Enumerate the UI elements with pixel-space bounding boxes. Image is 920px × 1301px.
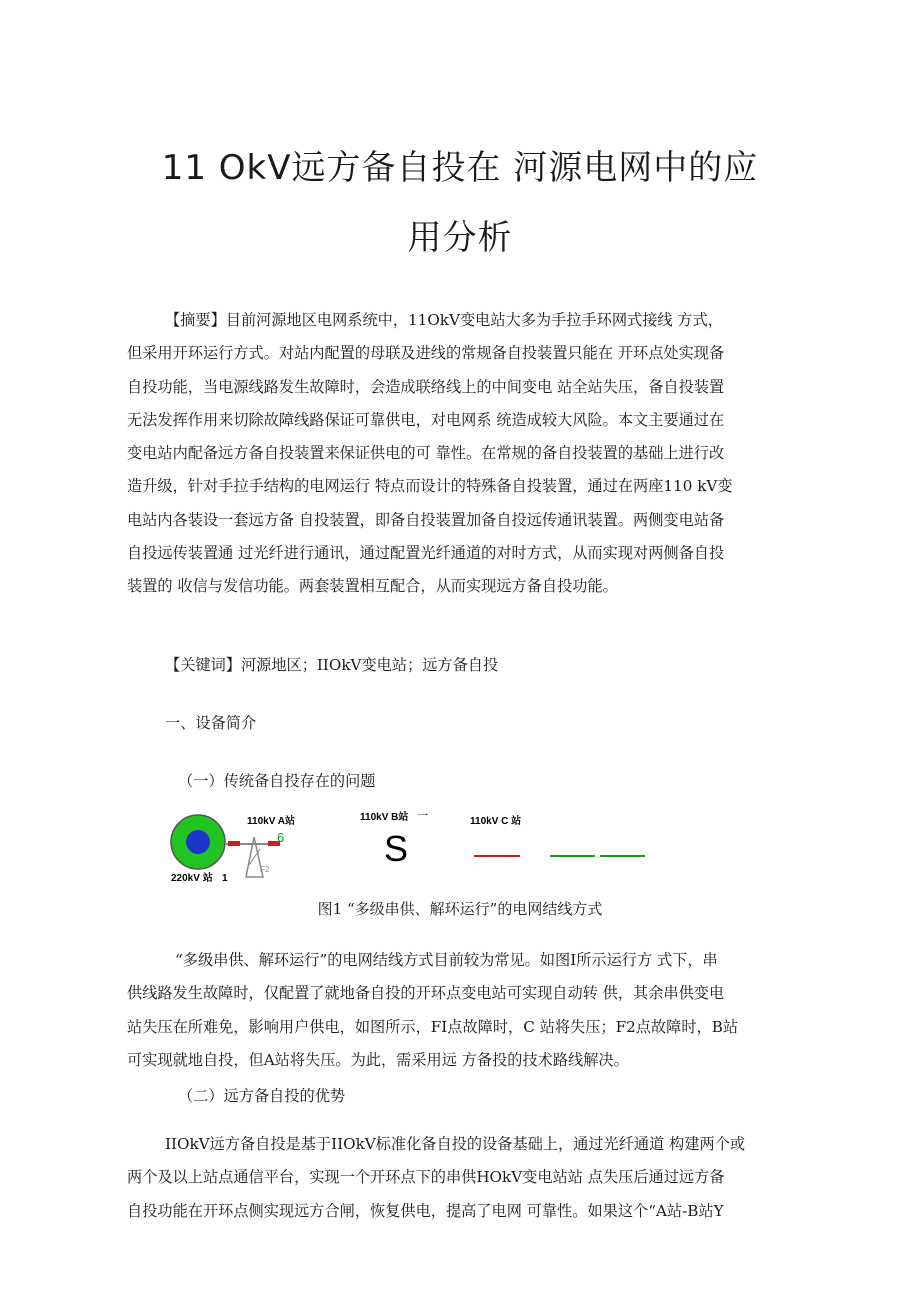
body-line: 供线路发生故障时，仅配置了就地备自投的开环点变电站可实现自动转 供，其余串供变电 (127, 984, 725, 1003)
page-title-line-2: 用分析 (407, 218, 513, 258)
label-s-symbol: S (384, 828, 409, 869)
label-220kv: 220kV 站 (171, 873, 213, 884)
abstract-line: 无法发挥作用来切除故障线路保证可靠供电，对电网系 统造成较大风险。本文主要通过在 (127, 410, 725, 429)
label-110kv-c: 110kV C 站 (470, 816, 522, 827)
abstract-line: 自投功能，当电源线路发生故障时，会造成联络线上的中间变电 站全站失压，备自投装置 (127, 377, 725, 396)
abstract-line: 装置的 收信与发信功能。两套装置相互配合，从而实现远方备自投功能。 (127, 577, 618, 596)
abstract-line: 【摘要】目前河源地区电网系统中，11OkV变电站大多为手拉手环网式接线 方式， (165, 311, 723, 329)
label-110kv-b: 110kV B站 (360, 812, 409, 823)
body-line: 可实现就地自投，但A站将失压。为此，需采用远 方备投的技术路线解决。 (127, 1050, 629, 1069)
label-b-dash: 一 (417, 810, 428, 822)
body-line: 两个及以上站点通信平台，实现一个开环点下的串供HOkV变电站站 点失压后通过远方备 (127, 1168, 725, 1187)
abstract-line: 但采用开环运行方式。对站内配置的母联及进线的常规备自投装置只能在 开环点处实现备 (127, 344, 725, 363)
section-heading-1: 一、设备简介 (165, 714, 257, 732)
body-paragraph-3 (127, 1128, 795, 1228)
grid-wiring-diagram (160, 805, 660, 890)
body-line: 站失压在所难免，影响用户供电，如图所示，FI点故障时，C 站将失压；F2点故障时，B站 (127, 1017, 739, 1036)
body-line: “多级串供、解环运行”的电网结线方式目前较为常见。如图I所示运行方 式下，串 (175, 951, 718, 969)
body-paragraph-2 (127, 944, 795, 1077)
page-title-line-1: 11 OkV远方备自投在 河源电网中的应 (161, 148, 759, 188)
breaker-icon (228, 841, 240, 846)
body-line: IIOkV远方备自投是基于IIOkV标准化备自投的设备基础上，通过光纤通道 构建两个或 (165, 1135, 746, 1153)
abstract-line: 造升级，针对手拉手结构的电网运行 特点而设计的特殊备自投装置，通过在两座110 kV变 (127, 477, 733, 496)
label-220-number: 1 (222, 873, 228, 884)
label-f2: F2 (260, 865, 270, 874)
label-a-number: 6 (277, 830, 285, 845)
abstract-line: 自投远传装置通 过光纤进行通讯，通过配置光纤通道的对时方式，从而实现对两侧备自投 (127, 544, 725, 563)
subsection-heading-1: （一）传统备自投存在的问题 (178, 772, 376, 790)
abstract-line: 电站内各装设一套远方备 自投装置，即备自投装置加备自投远传通讯装置。两侧变电站备 (127, 510, 725, 529)
substation-core-icon (186, 830, 210, 854)
subsection-heading-2: （二）远方备自投的优势 (178, 1087, 346, 1105)
abstract-line: 变电站内配备远方备自投装置来保证供电的可 靠性。在常规的备自投装置的基础上进行改 (127, 444, 725, 463)
keywords: 【关键词】河源地区；IIOkV变电站；远方备自投 (165, 656, 499, 674)
body-line: 自投功能在开环点侧实现远方合闸，恢复供电，提高了电网 可靠性。如果这个“A站-B站Y (127, 1201, 724, 1220)
label-110kv-a: 110kV A站 (247, 816, 295, 827)
figure-caption: 图1 “多级串供、解环运行”的电网结线方式 (317, 900, 603, 918)
abstract-paragraph (127, 304, 795, 604)
